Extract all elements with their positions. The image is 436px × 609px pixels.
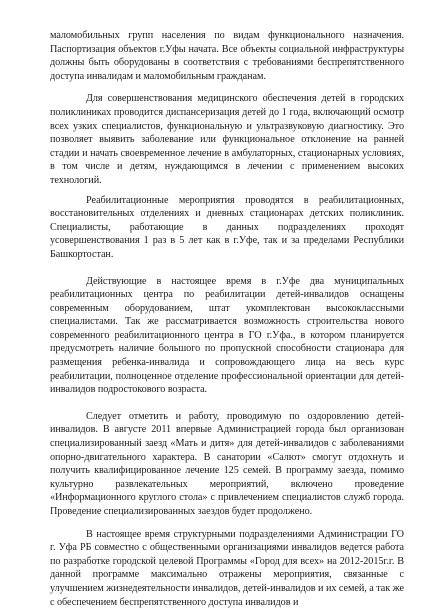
paragraph-continuation: маломобильных групп населения по видам функционального назначения. Паспортизация объектов г.Уфы начата. Все объекты социальной инфраструктуры должны быть оборудованы в соответствия с требованиями беспрепятственного доступа инвалидам и маломобильным гражданам. — [50, 30, 404, 82]
paragraph-medical-support: Для совершенствования медицинского обеспечения детей в городских поликлиниках проводится диспансеризация детей до 1 года, включающий осмотр всех узких специалистов, функциональную и ультразвуковую диагностику. Это позволяет выявить заболевание или функциональное отклонение на ранней стадии и начать своевременное лечение в амбулаторных, стационарных условиях, в том числе и детям, нуждающимся в лечении с применением высоких технологий. — [50, 93, 404, 186]
paragraph-rehabilitation-centers: Действующие в настоящее время в г.Уфе два муниципальных реабилитационных центра по реабилитации детей-инвалидов оснащены современным оборудованием, штат укомплектован высококлассными специалистами. Так же рассматривается возможность строительства нового современного реабилитационного центра в ГО г.Уфа., в котором планируется предусмотреть наличие большого по пропускной способности стационара для размещения ребенка-инвалида и сопровождающего лица на весь курс реабилитации, полноценное отделение профессиональной ориентации для детей-инвалидов подростокового возраста. — [50, 275, 404, 396]
paragraph-rehabilitation-measures: Реабилитационные мероприятия проводятся в реабилитационных, восстановительных отделениях и дневных стационарах детских поликлиник. Специалисты, работающие в данных подразделениях проходят усовершенствования 1 раз в 5 лет как в г.Уфе, так и за пределами Республики Башкортостан. — [50, 194, 404, 260]
paragraph-city-program: В настоящее время структурными подразделениями Администрации ГО г. Уфа РБ совместно с общественными организациями инвалидов ведется работа по разработке городской целевой Программы «Город для всех» на 2012-2015г.г. В данной программе максимально отражены мероприятия, связанные с улучшением жизнедеятельности инвалидов, детей-инвалидов и их семей, а так же с обеспечением беспрепятственного доступа инвалидов и — [50, 528, 404, 608]
paragraph-health-improvement: Следует отметить и работу, проводимую по оздоровлению детей-инвалидов. В августе 2011 впервые Администрацией города был организован специализированный заезд «Мать и дитя» для детей-инвалидов с заболеваниями опорно-двигательного характера. В санатории «Салют» смогут отдохнуть и получить квалифицированное лечение 125 семей. В программу заезда, помимо культурно развлекательных мероприятий, включено проведение «Информационного круглого стола» с привлечением специалистов служб города. Проведение специализированных заездов будет продолжено. — [50, 410, 404, 517]
